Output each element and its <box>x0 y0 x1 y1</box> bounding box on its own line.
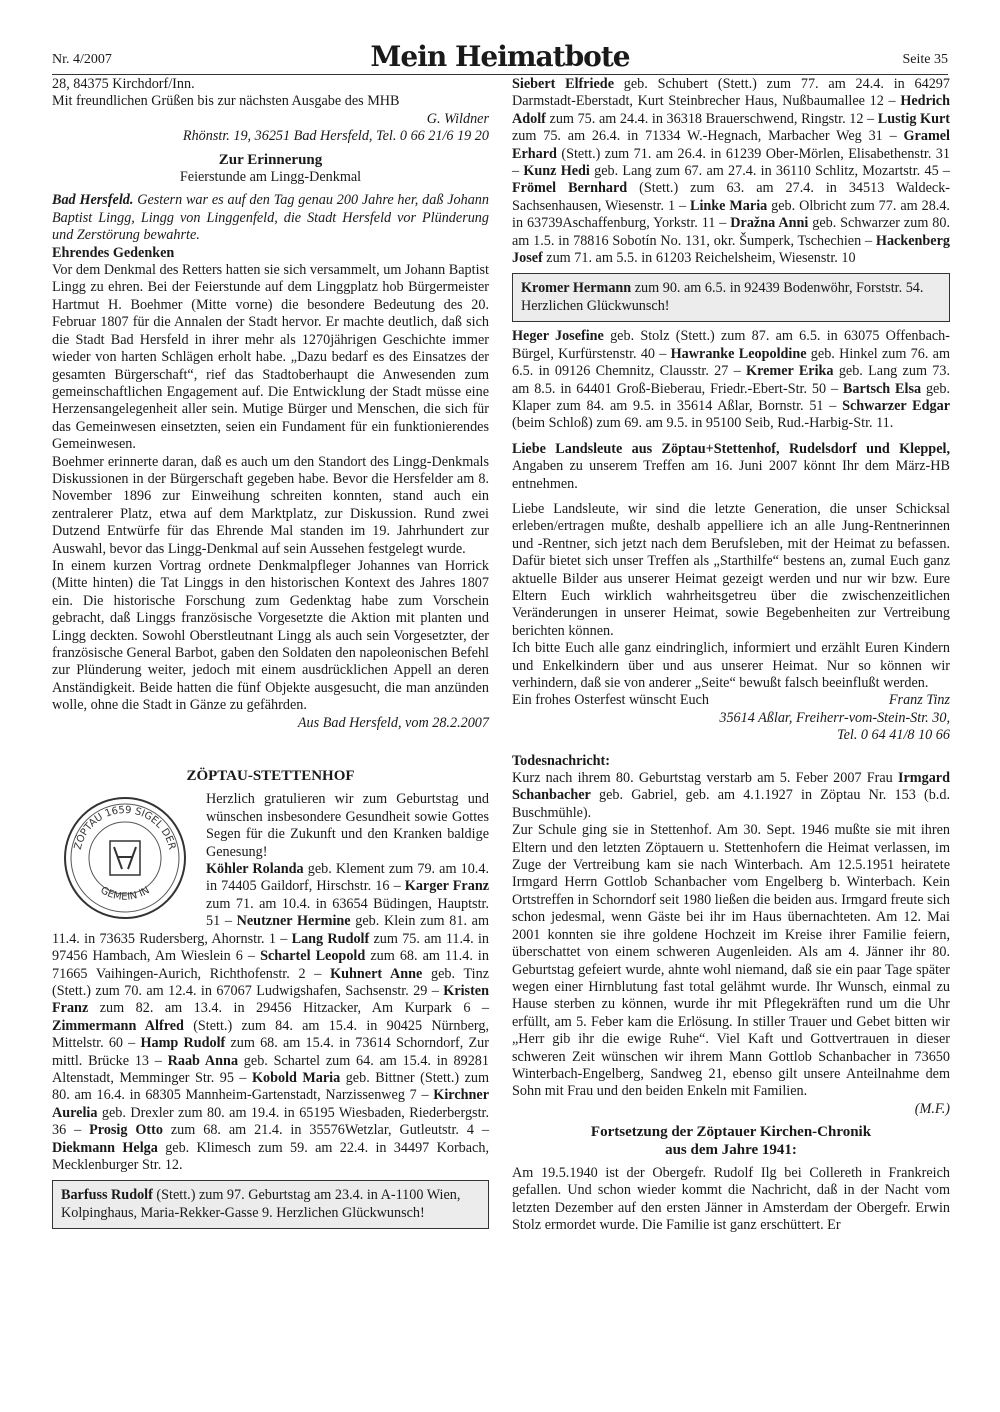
subheading: Todesnachricht: <box>512 752 611 769</box>
entry-details: geb. Lang zum 73. am 8.5. in 64401 Groß-Bieberau, Friedr.-Ebert-Str. 50 – <box>512 363 951 397</box>
entry-details: zum 75. am 26.4. in 71334 W.-Hegnach, Marbacher Weg 31 – <box>512 128 904 145</box>
entry-details: zum 68. am 11.4. in 71665 Vaihingen-Aurich, Richthofenstr. 2 – <box>52 948 489 982</box>
page-number: Seite 35 <box>902 52 948 67</box>
person-name: Prosig Otto <box>89 1122 163 1139</box>
right-column <box>512 76 950 1235</box>
signature-address: Rhönstr. 19, 36251 Bad Hersfeld, Tel. 0 66 21/6 19 20 <box>182 128 489 145</box>
person-name: Karger Franz <box>404 878 490 895</box>
zoeptau-title: ZÖPTAU-STETTENHOF <box>186 768 355 785</box>
greeting: Herzlich gratulieren wir zum Geburtstag und wünschen insbesondere Gesundheit sowie Gottes Segen für die Zukunft und den Kranken baldige Genesung! <box>206 791 489 860</box>
entry-details: geb. Tinz (Stett.) zum 70. am 12.4. in 67067 Ludwigshafen, Sachsenstr. 29 – <box>52 965 489 999</box>
person-name: Frömel Bernhard <box>512 180 628 197</box>
person-name: Lang Rudolf <box>291 930 370 947</box>
paragraph: Zur Schule ging sie in Stettenhof. Am 30. Sept. 1946 mußte sie mit ihren Eltern und den letzten Zöptauern u. Stettenhofern die Heimat verlassen, im Zuge der Vertreibung kam sie nach Winterbach. Am 12.5.1951 heiratete Irmgard Herrn Gottlob Schanbacher vom Engelberg b. Winterbach. Kein Ortstreffen in Schorndorf seit 1980 ließen die beiden aus. Irmgard freute sich schon jedesmal, wenn Gäste bei ihr im Haus übernachteten. Am 12. Mai 2001 konnten sie ihre goldene Hochzeit im Kreise ihrer Familie feiern, überschattet von einem schweren Augenleiden. Als am 4. Jänner ihr 80. Geburtstag gefeiert wurde, ahnte wohl niemand, daß sie ein paar Tage später wegen einer Hirnblutung fast total gelähmt wurde. Ihr Wunsch, einmal zu Hause sterben zu können, wurde ihr mit Pflegekräften rund um die Uhr erfüllt, am 5. Feber kam die Erlösung. In stiller Trauer und Gebet bitten wir „Herr gib ihr die ewige Ruhe“. Viel Kaft und Gottvertrauen in dieser schweren Zeit wünschen wir ihrem Mann Gottlob Schanbacher in 73650 Winterbach-Engelberg, Sandweg 21, ebenso gilt unsere Anteilnahme dem Sohn mit Frau und den beiden Enkeln mit Familien. <box>512 822 950 1100</box>
newspaper-title: Mein Heimatbote <box>370 40 630 73</box>
entry-details: zum 68. am 21.4. in 35576Wetzlar, Gutleutstr. 4 – <box>162 1122 489 1139</box>
entry-details: geb. Olbricht zum 77. am 28.4. in 63739Aschaffenburg, Yorkstr. 11 – <box>512 197 950 232</box>
person-name: Köhler Rolanda <box>206 861 304 878</box>
person-name: Schwarzer Edgar <box>842 397 951 414</box>
person-name: Schartel Leopold <box>260 948 366 965</box>
entry-details: geb. Schartel zum 64. am 15.4. in 89281 Altenstadt, Memminger Str. 95 – <box>52 1052 489 1086</box>
entry-details: zum 71. am 5.5. in 61203 Reichelsheim, Wiesenstr. 10 <box>542 250 856 267</box>
paragraph: Boehmer erinnerte daran, daß es auch um den Standort des Lingg-Denkmals Diskussionen in der Bürgerschaft gegeben habe. Bevor die Hersfelder am 8. November 1896 zur Einweihung schreiten konnten, stand auch ein zentralerer Platz, etwa auf dem Marktplatz, zur Diskussion. Rund zwei Dutzend Entwürfe für das Ehrende Mal standen im 19. Jahrhundert zur Auswahl, bevor das Lingg-Denkmal auf sein Aussehen festgelegt wurde. <box>52 453 489 557</box>
deceased-name: Irmgard Schanbacher <box>512 770 950 804</box>
birthday-list <box>512 76 950 267</box>
seal-text-bottom: GEMEIN IN <box>98 885 152 904</box>
entry-details: (Stett.) zum 84. am 15.4. in 90425 Nürnberg, Mittelstr. 60 – <box>52 1017 489 1052</box>
person-name: Kunz Hedi <box>523 163 590 180</box>
person-name: Linke Maria <box>690 197 768 214</box>
section-title: Fortsetzung der Zöptauer Kirchen-Chronik <box>590 1124 872 1141</box>
paragraph: In einem kurzen Vortrag ordnete Denkmalpfleger Johannes van Horrick (Mitte hinten) die Tat Linggs in den historischen Kontext des Jahres 1807 ein. Die historische Forschung zum Gedenktag habe zum Vorschein gebracht, daß Linggs französische Vorgesetzte die Aktion mit planten und Lingg deckten. Sowohl Oberstleutnant Lingg als auch sein Vorgesetzter, der französische General Barbot, gaben den Soldaten den napoleonischen Befehl zur Plünderung weiter, jedoch mit einem ausdrücklichen Appell an deren Anständigkeit. Beide hatten die fünf Objekte ausgesucht, die man anzünden wolle, ohne die Stadt in Gänze zu gefährden. <box>52 557 489 714</box>
entry-details: geb. Klement zum 79. am 10.4. in 74405 Gaildorf, Hirschstr. 16 – <box>206 861 489 895</box>
intro-text: Gestern war es auf den Tag genau 200 Jahre her, daß Johann Baptist Lingg, Lingg von Linggenfeld, die Stadt Hersfeld vor Plünderung und Zerstörung bewahrte. <box>52 192 489 244</box>
highlight-text: (Stett.) zum 97. Geburtstag am 23.4. in A-1100 Wien, Kolpinghaus, Maria-Rekker-Gasse 9. Herzlichen Glückwunsch! <box>61 1187 461 1221</box>
entry-details: zum 75. am 24.4. in 36318 Brauerschwend, Ringstr. 12 – <box>545 110 878 127</box>
seal-text-top: ZÖPTAU 1659 SIGEL DER <box>72 805 178 852</box>
highlight-text: zum 90. am 6.5. in 92439 Bodenwöhr, Forststr. 54. Herzlichen Glückwunsch! <box>521 280 924 314</box>
person-name: Zimmermann Alfred <box>52 1017 184 1034</box>
person-name: Kremer Erika <box>746 363 834 380</box>
paragraph <box>512 770 950 822</box>
birthday-list <box>512 328 950 432</box>
person-name: Raab Anna <box>167 1052 239 1069</box>
person-name: Heger Josefine <box>512 328 604 345</box>
highlight-box <box>52 1180 489 1229</box>
landsleute-text: Angaben zu unserem Treffen am 16. Juni 2007 könnt Ihr dem März-HB entnehmen. <box>512 458 950 492</box>
entry-details: geb. Bittner (Stett.) zum 80. am 16.4. in 68305 Mannheim-Gartenstadt, Narzissenweg 7 – <box>52 1069 490 1104</box>
text-line: 28, 84375 Kirchdorf/Inn. <box>52 76 195 92</box>
highlight-name: Kromer Hermann <box>521 280 632 297</box>
text-span: Kurz nach ihrem 80. Geburtstag verstarb am 5. Feber 2007 Frau <box>512 770 898 787</box>
person-name: Bartsch Elsa <box>842 380 922 397</box>
entry-details: geb. Schwarzer zum 80. am 1.5. in 78816 Sobotín No. 131, okr. Šumperk, Tschechien – <box>512 215 950 249</box>
entry-details: (beim Schloß) zum 69. am 9.5. in 95100 Seib, Rud.-Harbig-Str. 11. <box>512 415 894 432</box>
section-title: Zur Erinnerung <box>218 151 323 168</box>
section-subtitle: Feierstunde am Lingg-Denkmal <box>179 169 362 186</box>
entry-details: geb. Klimesch zum 59. am 22.4. in 34497 Korbach, Mecklenburger Str. 12. <box>52 1139 489 1173</box>
entry-details: zum 68. am 15.4. in 73614 Schorndorf, Zur mittl. Brücke 13 – <box>52 1035 489 1069</box>
closing-greeting: Ein frohes Osterfest wünscht Euch <box>512 692 709 709</box>
author-phone: Tel. 0 64 41/8 10 66 <box>837 727 950 744</box>
person-name: Lustig Kurt <box>877 110 950 127</box>
person-name: Kuhnert Anne <box>330 965 423 982</box>
paragraph: Vor dem Denkmal des Retters hatten sie sich versammelt, um Johann Baptist Lingg zu ehren. Bei der Feierstunde auf dem Linggplatz hob Bürgermeister Hartmut H. Boehmer (Mitte vorne) die besondere Bedeutung des 20. Februar 1807 für die Annalen der Stadt hervor. Er machte deutlich, daß sich die Stadt Bad Hersfeld in ihrer mehr als 1270jährigen Geschichte immer wieder von harten Schlägen erholt habe. „Dazu bedarf es des Einsatzes der gesamten Bürgerschaft“, rief das Stadtoberhaupt die Anwesenden zum gemeinschaftlichen Engagement auf. Die Entwicklung der Stadt müsse eine Herzensangelegenheit aller sein. Mutige Bürger und Menschen, die sich für das Gemeinwesen einsetzten, seien ein Fundament für ein funktionierendes Gemeinwesen. <box>52 262 489 453</box>
author-name: Franz Tinz <box>888 692 950 709</box>
person-name: Neutzner Hermine <box>236 913 351 930</box>
paragraph: Ich bitte Euch alle ganz eindringlich, informiert und erzählt Euren Kindern und Enkelkindern über und aus unserer Heimat. Nur so können wir verhindern, daß sie von anderer „Seite“ bewußt falsch beeinflußt werden. <box>512 640 950 691</box>
person-name: Dražna Anni <box>730 215 809 232</box>
text-line: Mit freundlichen Grüßen bis zur nächsten Ausgabe des MHB <box>52 93 400 110</box>
paragraph: Am 19.5.1940 ist der Obergefr. Rudolf Ilg bei Collereth in Frankreich gefallen. Und schon wieder kommt die Nachricht, daß in der Nacht vom letzten Dezember auf den ersten Jänner in Amsterdam der Obergefr. Erwin Stolz ermordet wurde. Die Familie ist ganz erschüttert. Er <box>512 1164 950 1234</box>
landsleute-heading: Liebe Landsleute aus Zöptau+Stettenhof, Rudelsdorf und Kleppel, <box>512 440 950 457</box>
section-title: aus dem Jahre 1941: <box>665 1141 797 1158</box>
landsleute-intro <box>512 441 950 493</box>
entry-details: geb. Klaper zum 84. am 9.5. in 35614 Aßlar, Bornstr. 51 – <box>512 380 950 414</box>
paragraph: Liebe Landsleute, wir sind die letzte Generation, die unser Schicksal erleben/ertragen mußte, deshalb appelliere ich an alle Jung-Rentnerinnen und -Rentner, sich jetzt nach dem Berufsleben, mit der Heimat zu befassen. Dafür bietet sich unser Treffen als „Starthilfe“ bestens an, zumal Euch ganz aktuelle Bilder aus unserer Heimat gezeigt werden und nur wir bzw. Eure Eltern Euch wirklich wahrheitsgetreu über die zwischenzeitlichen Veränderungen in unserer Heimat, sowie Begebenheiten zur Vertreibung berichten können. <box>512 500 950 639</box>
entry-details: (Stett.) zum 71. am 26.4. in 61239 Ober-Mörlen, Elisabethenstr. 31 – <box>512 145 950 180</box>
highlight-box <box>512 273 950 322</box>
intro-place: Bad Hersfeld. <box>52 192 134 209</box>
entry-details: zum 75. am 11.4. in 97456 Hambach, Am Wieslein 6 – <box>52 930 489 965</box>
municipal-seal-icon <box>52 795 198 921</box>
entry-details: geb. Drexler zum 80. am 19.4. in 65195 Wiesbaden, Riederbergstr. 36 – <box>52 1104 489 1139</box>
person-name: Gramel Erhard <box>512 128 950 162</box>
author-address: 35614 Aßlar, Freiherr-vom-Stein-Str. 30, <box>719 709 950 726</box>
person-name: Hamp Rudolf <box>140 1035 226 1052</box>
svg-text:ZÖPTAU 1659 SIGEL DER <box>73 805 177 851</box>
person-name: Kristen Franz <box>52 982 489 1017</box>
signature: (M.F.) <box>914 1100 950 1117</box>
header-rule <box>52 74 948 75</box>
person-name: Hackenberg Josef <box>512 232 950 267</box>
svg-text:GEMEIN IN <box>98 886 151 904</box>
entry-details: geb. Lang zum 67. am 27.4. in 36110 Schlitz, Mozartstr. 45 – <box>589 163 951 180</box>
person-name: Kirchner Aurelia <box>52 1087 489 1121</box>
entry-details: geb. Hinkel zum 76. am 6.5. in 09126 Chemnitz, Clausstr. 27 – <box>512 345 950 380</box>
text-span: geb. Gabriel, geb. am 4.1.1927 in Zöptau Nr. 153 (b.d. Buschmühle). <box>512 787 950 821</box>
left-column <box>52 76 489 1235</box>
highlight-name: Barfuss Rudolf <box>61 1187 153 1204</box>
closing-line <box>512 692 950 709</box>
intro-paragraph <box>52 192 489 244</box>
entry-details: zum 71. am 10.4. in 63654 Büdingen, Hauptstr. 51 – <box>206 895 489 930</box>
source-line: Aus Bad Hersfeld, vom 28.2.2007 <box>297 714 489 731</box>
issue-number: Nr. 4/2007 <box>52 52 112 67</box>
entry-details: (Stett.) zum 63. am 27.4. in 34513 Waldeck-Sachsenhausen, Wiesenstr. 1 – <box>512 180 951 214</box>
person-name: Hedrich Adolf <box>512 93 950 127</box>
person-name: Siebert Elfriede <box>512 76 614 92</box>
entry-details: geb. Schubert (Stett.) zum 77. am 24.4. in 64297 Darmstadt-Eberstadt, Kurt Steinbrecher Haus, Nußbaumallee 12 – <box>512 76 950 110</box>
entry-details: geb. Klein zum 81. am 11.4. in 73635 Rudersberg, Ahornstr. 1 – <box>52 913 490 947</box>
person-name: Hawranke Leopoldine <box>670 345 807 362</box>
person-name: Kobold Maria <box>251 1069 341 1086</box>
signature-name: G. Wildner <box>426 110 489 127</box>
entry-details: geb. Stolz (Stett.) zum 87. am 6.5. in 63075 Offenbach-Bürgel, Kurfürstenstr. 40 – <box>512 328 950 362</box>
subheading: Ehrendes Gedenken <box>52 244 175 261</box>
person-name: Diekmann Helga <box>52 1139 158 1156</box>
entry-details: zum 82. am 13.4. in 29456 Hitzacker, Am Kurpark 6 – <box>88 1000 489 1017</box>
